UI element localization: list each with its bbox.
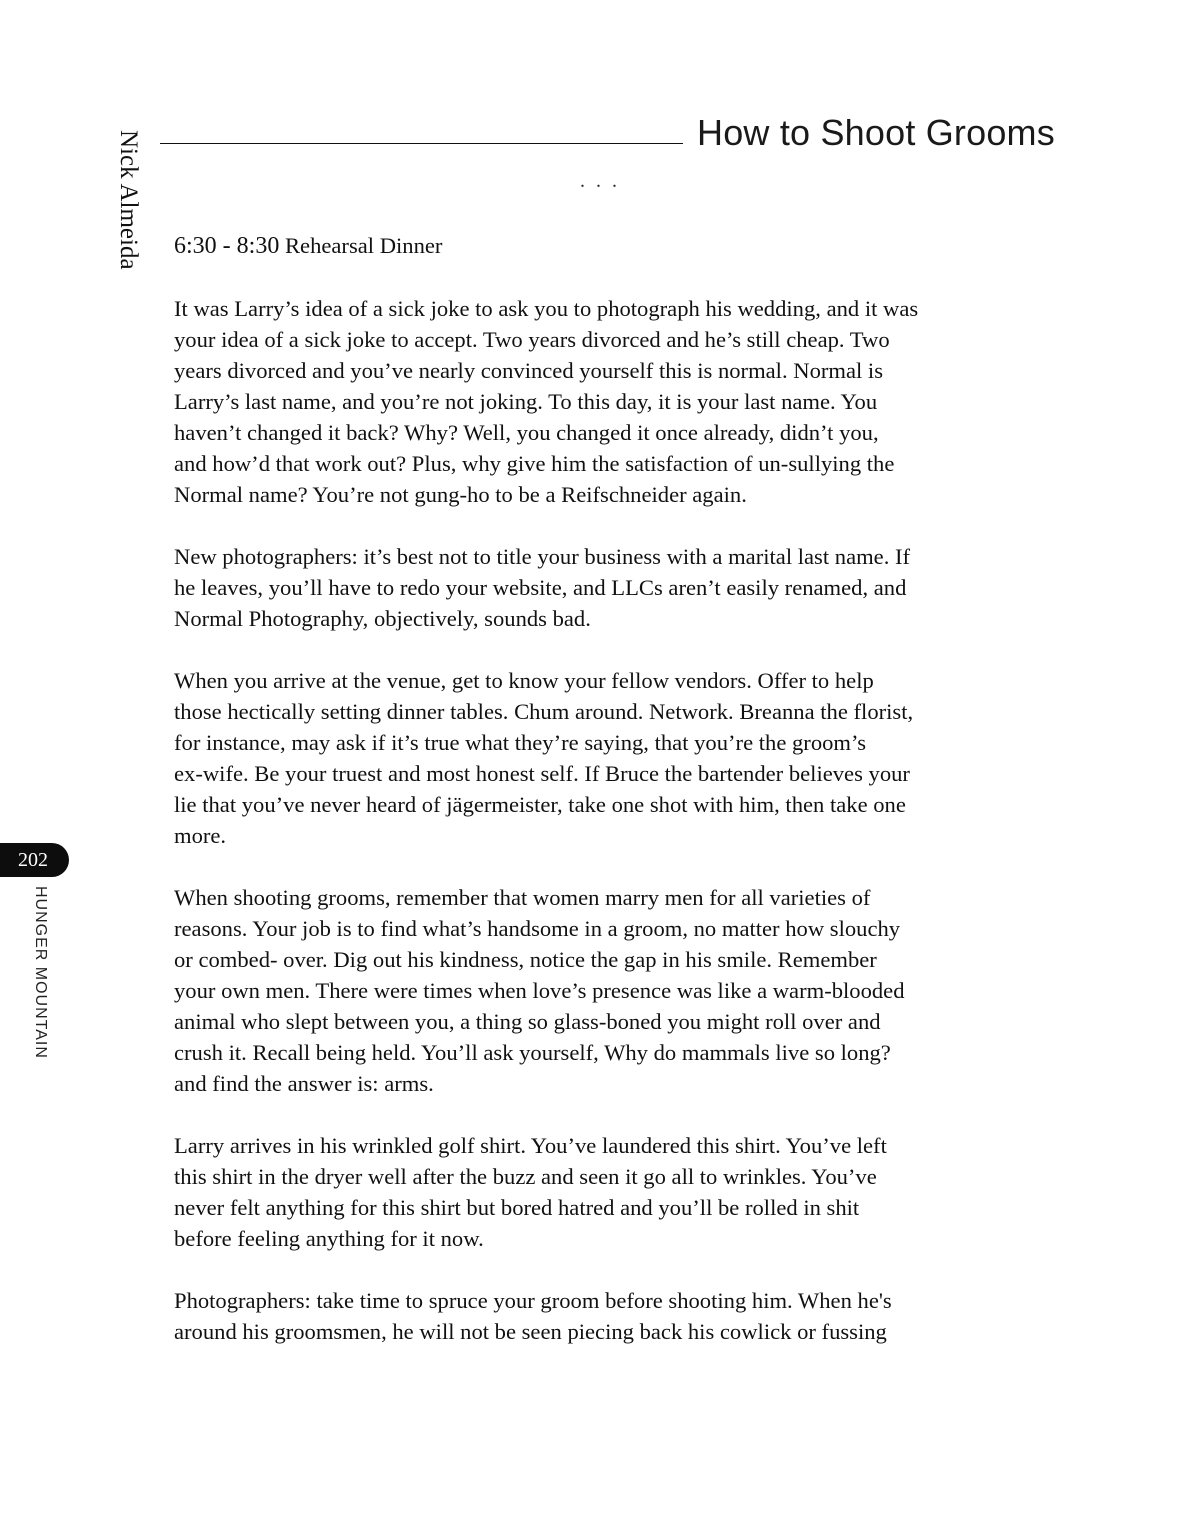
- text-line: reasons. Your job is to find what’s handsome in a groom, no matter how slouchy: [174, 916, 901, 941]
- body-text: [174, 230, 1054, 1378]
- text-line: or combed- over. Dig out his kindness, notice the gap in his smile. Remember: [174, 947, 877, 972]
- paragraph: [174, 293, 1054, 510]
- section-break-ellipsis: . . .: [580, 170, 620, 192]
- text-line: lie that you’ve never heard of jägermeister, take one shot with him, then take one: [174, 792, 906, 817]
- text-line: years divorced and you’ve nearly convinced yourself this is normal. Normal is: [174, 358, 883, 383]
- text-line: ex-wife. Be your truest and most honest self. If Bruce the bartender believes your: [174, 761, 910, 786]
- page-number-tab: [0, 843, 69, 877]
- text-line: for instance, may ask if it’s true what they’re saying, that you’re the groom’s: [174, 730, 867, 755]
- section-label: Rehearsal Dinner: [279, 233, 443, 258]
- text-line: he leaves, you’ll have to redo your website, and LLCs aren’t easily renamed, and: [174, 575, 907, 600]
- text-line: When shooting grooms, remember that women marry men for all varieties of: [174, 885, 871, 910]
- text-line: never felt anything for this shirt but bored hatred and you’ll be rolled in shit: [174, 1195, 860, 1220]
- section-time: 6:30 - 8:30: [174, 233, 280, 259]
- text-line: animal who slept between you, a thing so glass-boned you might roll over and: [174, 1009, 881, 1034]
- paragraph: [174, 541, 1054, 634]
- journal-name: HUNGER MOUNTAIN: [32, 886, 49, 1059]
- text-line: and find the answer is: arms.: [174, 1071, 434, 1096]
- text-line: Larry arrives in his wrinkled golf shirt. You’ve laundered this shirt. You’ve left: [174, 1133, 887, 1158]
- author-name: Nick Almeida: [115, 130, 142, 270]
- text-line: When you arrive at the venue, get to know your fellow vendors. Offer to help: [174, 668, 874, 693]
- text-line: Normal Photography, objectively, sounds bad.: [174, 606, 591, 631]
- header-rule: [160, 143, 683, 144]
- text-line: It was Larry’s idea of a sick joke to ask you to photograph his wedding, and it was: [174, 296, 919, 321]
- text-line: Larry’s last name, and you’re not joking. To this day, it is your last name. You: [174, 389, 878, 414]
- paragraph: [174, 882, 1054, 1099]
- text-line: New photographers: it’s best not to title your business with a marital last name. If: [174, 544, 911, 569]
- page-title: How to Shoot Grooms: [697, 112, 1055, 153]
- text-line: and how’d that work out? Plus, why give him the satisfaction of un-sullying the: [174, 451, 895, 476]
- paragraphs: [174, 293, 1054, 1347]
- page-number: 202: [18, 849, 48, 871]
- text-line: Photographers: take time to spruce your groom before shooting him. When he's: [174, 1288, 892, 1313]
- paragraph: [174, 1130, 1054, 1254]
- text-line: your own men. There were times when love’s presence was like a warm-blooded: [174, 978, 905, 1003]
- text-line: Normal name? You’re not gung-ho to be a Reifschneider again.: [174, 482, 747, 507]
- paragraph: [174, 1285, 1054, 1347]
- text-line: crush it. Recall being held. You’ll ask yourself, Why do mammals live so long?: [174, 1040, 891, 1065]
- text-line: those hectically setting dinner tables. Chum around. Network. Breanna the florist,: [174, 699, 914, 724]
- text-line: haven’t changed it back? Why? Well, you changed it once already, didn’t you,: [174, 420, 879, 445]
- text-line: around his groomsmen, he will not be seen piecing back his cowlick or fussing: [174, 1319, 887, 1344]
- paragraph: [174, 665, 1054, 851]
- text-line: your idea of a sick joke to accept. Two years divorced and he’s still cheap. Two: [174, 327, 890, 352]
- section-heading: [174, 230, 1054, 262]
- text-line: this shirt in the dryer well after the buzz and seen it go all to wrinkles. You’ve: [174, 1164, 877, 1189]
- text-line: more.: [174, 823, 227, 848]
- text-line: before feeling anything for it now.: [174, 1226, 484, 1251]
